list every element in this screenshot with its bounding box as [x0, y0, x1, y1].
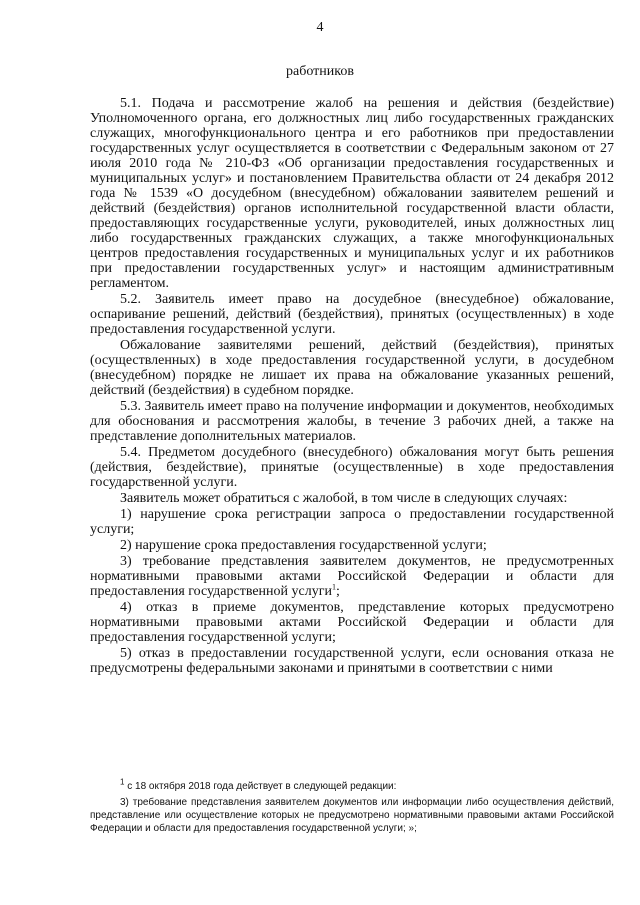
footnote-reference: 1 — [331, 582, 336, 592]
paragraph-appeal-rights: Обжалование заявителями решений, действий (бездействия), принятых (осуществленных) в ходе предоставления государственной услуги, в досудебном (внесудебном) порядке не лишает их права на обжалование указанных решений, действий (бездействия) в судебном порядке. — [90, 338, 614, 398]
paragraph-5-3: 5.3. Заявитель имеет право на получение информации и документов, необходимых для обоснования и рассмотрения жалобы, в течение 3 рабочих дней, а также на представление дополнительных материалов. — [90, 399, 614, 444]
page-number: 4 — [316, 20, 324, 35]
list-item-1: 1) нарушение срока регистрации запроса о предоставлении государственной услуги; — [90, 507, 614, 537]
list-item-3-text: 3) требование представления заявителем документов, не предусмотренных нормативными правовыми актами Российской Федерации и области для предоставления государственной услуги — [90, 554, 614, 599]
list-item-4: 4) отказ в приеме документов, представление которых предусмотрено нормативными правовыми актами Российской Федерации и области для предоставления государственной услуги; — [90, 600, 614, 645]
list-item-3-tail: ; — [335, 584, 340, 599]
continued-heading: работников — [286, 64, 354, 79]
document-body — [90, 96, 614, 677]
paragraph-5-4: 5.4. Предметом досудебного (внесудебного) обжалования могут быть решения (действия, бездействие), принятые (осуществленные) в ходе предоставления государственной услуги. — [90, 445, 614, 490]
list-item-3 — [90, 554, 614, 599]
list-item-2: 2) нарушение срока предоставления государственной услуги; — [120, 538, 487, 553]
footnote-text: 3) требование представления заявителем документов или информации либо осуществления действий, представление или осуществление которых не предусмотрено нормативными правовыми актами Российской Федерации и области для предоставления государственной услуги; »; — [90, 797, 614, 834]
footnote-mark: 1 — [120, 777, 125, 787]
list-item-5: 5) отказ в предоставлении государственной услуги, если основания отказа не предусмотрены федеральными законами и принятыми в соответствии с ними — [90, 646, 614, 676]
footnotes — [90, 777, 614, 838]
footnote-heading-text: с 18 октября 2018 года действует в следующей редакции: — [124, 781, 397, 792]
footnote-heading — [90, 777, 614, 793]
paragraph-5-2: 5.2. Заявитель имеет право на досудебное (внесудебное) обжалование, оспаривание решений, действий (бездействия), принятых (осуществленных) в ходе предоставления государственной услуги. — [90, 292, 614, 337]
paragraph-cases-intro: Заявитель может обратиться с жалобой, в том числе в следующих случаях: — [120, 491, 568, 506]
paragraph-5-1: 5.1. Подача и рассмотрение жалоб на решения и действия (бездействие) Уполномоченного органа, его должностных лиц либо государственных гражданских служащих, многофункционального центра и его работников при предоставлении государственных услуг осуществляется в соответствии с Федеральным законом от 27 июля 2010 года № 210-ФЗ «Об организации предоставления государственных и муниципальных услуг» и постановлением Правительства области от 24 декабря 2012 года № 1539 «О досудебном (внесудебном) обжаловании заявителем решений и действий (бездействия) органов исполнительной государственной власти области, предоставляющих государственные услуги, руководителей, иных должностных лиц либо государственных гражданских служащих, а также многофункциональных центров предоставления государственных и муниципальных услуг и их работников при предоставлении государственных услуг» и настоящим административным регламентом. — [90, 96, 614, 291]
